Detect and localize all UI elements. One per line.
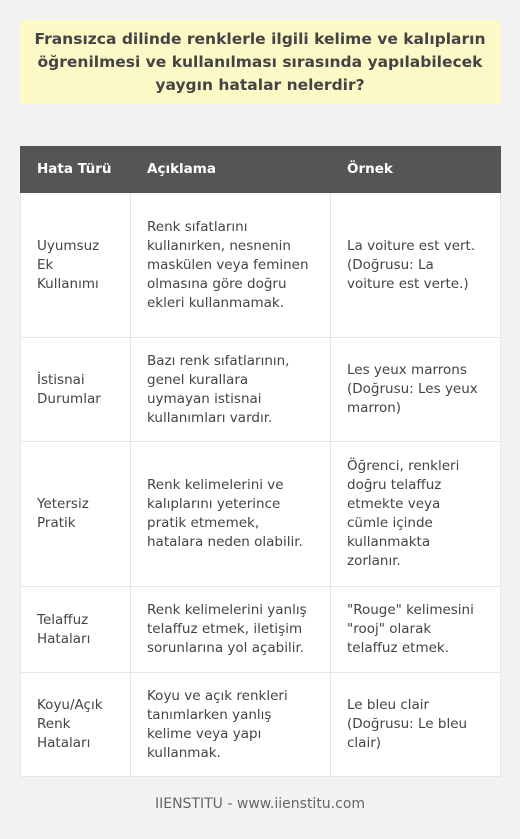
error-type-cell: Yetersiz Pratik — [21, 442, 131, 587]
description-cell: Koyu ve açık renkleri tanımlarken yanlış kelime veya yapı kullanmak. — [131, 673, 331, 777]
table-header-row — [21, 147, 501, 193]
description-cell: Renk kelimelerini ve kalıplarını yeterince pratik etmemek, hatalara neden olabilir. — [131, 442, 331, 587]
example-cell: Öğrenci, renkleri doğru telaffuz etmekte veya cümle içinde kullanmakta zorlanır. — [331, 442, 501, 587]
footer-credit: IIENSTITU - www.iienstitu.com — [154, 796, 366, 812]
error-type-cell: İstisnai Durumlar — [21, 338, 131, 442]
table-row — [21, 338, 501, 442]
example-cell: Le bleu clair (Doğrusu: Le bleu clair) — [331, 673, 501, 777]
error-type-cell: Telaffuz Hataları — [21, 587, 131, 673]
description-cell: Bazı renk sıfatlarının, genel kurallara uymayan istisnai kullanımları vardır. — [131, 338, 331, 442]
description-cell: Renk kelimelerini yanlış telaffuz etmek, iletişim sorunlarına yol açabilir. — [131, 587, 331, 673]
error-type-cell: Uyumsuz Ek Kullanımı — [21, 193, 131, 338]
table-row — [21, 673, 501, 777]
title-box — [20, 20, 500, 104]
example-cell: La voiture est vert. (Doğrusu: La voiture est verte.) — [331, 193, 501, 338]
header-description: Açıklama — [131, 147, 331, 193]
header-example: Örnek — [331, 147, 501, 193]
header-error-type: Hata Türü — [21, 147, 131, 193]
example-cell: Les yeux marrons (Doğrusu: Les yeux marron) — [331, 338, 501, 442]
table-row — [21, 587, 501, 673]
table-row — [21, 193, 501, 338]
errors-table — [20, 146, 501, 777]
example-cell: "Rouge" kelimesini "rooj" olarak telaffuz etmek. — [331, 587, 501, 673]
table-row — [21, 442, 501, 587]
page-title: Fransızca dilinde renklerle ilgili kelime ve kalıpların öğrenilmesi ve kullanılması sırasında yapılabilecek yaygın hatalar nelerdir? — [34, 29, 486, 94]
error-type-cell: Koyu/Açık Renk Hataları — [21, 673, 131, 777]
description-cell: Renk sıfatlarını kullanırken, nesnenin maskülen veya feminen olmasına göre doğru ekleri kullanmamak. — [131, 193, 331, 338]
